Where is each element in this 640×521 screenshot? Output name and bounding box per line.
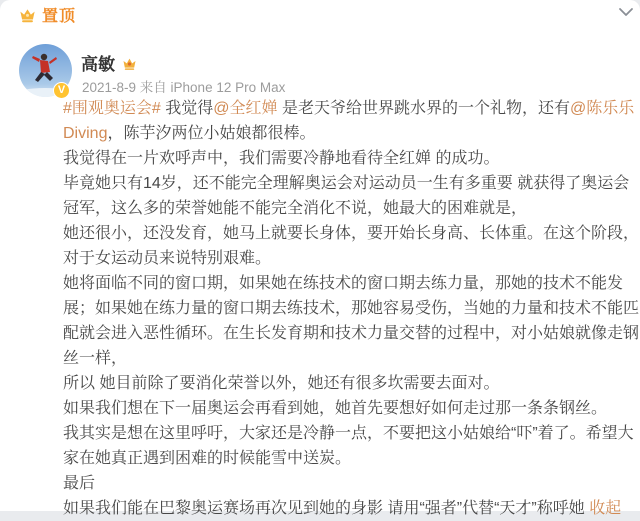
content-text: 对于女运动员来说特别艰难。 — [63, 250, 271, 267]
content-line — [63, 221, 640, 246]
content-line — [63, 421, 640, 446]
chevron-down-icon[interactable] — [616, 4, 636, 20]
content-line — [63, 396, 640, 421]
collapse-link[interactable]: 收起 — [589, 500, 621, 517]
author-name[interactable]: 高敏 — [81, 50, 115, 75]
mention-link[interactable]: @全红婵 — [213, 100, 282, 117]
pin-bar — [18, 3, 76, 26]
content-text: 所以 她目前除了要消化荣誉以外，她还有很多坎需要去面对。 — [63, 375, 499, 392]
topic-link[interactable]: #围观奥运会# — [63, 100, 161, 117]
content-line — [63, 371, 640, 396]
content-text: 我觉得 — [161, 100, 213, 117]
pin-label: 置顶 — [42, 3, 76, 26]
crown-icon — [18, 6, 37, 24]
content-line — [63, 346, 640, 371]
content-text: 是老天爷给世界跳水界的一个礼物，还有 — [282, 100, 570, 117]
content-text: 我其实是想在这里呼吁，大家还是冷静一点，不要把这小姑娘给“吓”着了。希望大 — [63, 425, 634, 442]
mention-link[interactable]: Diving — [63, 125, 107, 142]
content-text: 毕竟她只有14岁，还不能完全理解奥运会对运动员一生有多重要 就获得了奥运会 — [63, 175, 629, 192]
content-line — [63, 171, 640, 196]
content-line — [63, 121, 640, 146]
content-text: ，陈芋汐两位小姑娘都很棒。 — [107, 125, 315, 142]
content-line — [63, 296, 640, 321]
content-text: 最后 — [63, 475, 95, 492]
content-line — [63, 496, 640, 521]
content-text: 她将面临不同的窗口期，如果她在练技术的窗口期去练力量，那她的技术不能发 — [63, 275, 623, 292]
vip-crown-icon[interactable] — [121, 55, 138, 71]
content-text: 我觉得在一片欢呼声中，我们需要冷静地看待全红婵 的成功。 — [63, 150, 499, 167]
content-text: 配就会进入恶性循环。在生长发育期和技术力量交替的过程中，对小姑娘就像走钢 — [63, 325, 639, 342]
content-line — [63, 246, 640, 271]
content-text: 她还很小，还没发育，她马上就要长身体，要开始长身高、长体重。在这个阶段， — [63, 225, 639, 242]
content-line — [63, 471, 640, 496]
post-content — [63, 96, 640, 521]
content-text: 如果我们想在下一届奥运会再看到她，她首先要想好如何走过那一条条钢丝。 — [63, 400, 607, 417]
content-line — [63, 446, 640, 471]
content-line — [63, 321, 640, 346]
author-row — [81, 50, 138, 75]
mention-link[interactable]: @陈乐乐 — [570, 100, 634, 117]
content-text: 丝一样， — [63, 350, 127, 367]
content-line — [63, 196, 640, 221]
content-text: 展；如果她在练力量的窗口期去练技术，那她容易受伤，当她的力量和技术不能匹 — [63, 300, 639, 317]
content-text: 如果我们能在巴黎奥运赛场再次见到她的身影 请用“强者”代替“天才”称呼她 — [63, 500, 589, 517]
content-text: 家在她真正遇到困难的时候能雪中送炭。 — [63, 450, 351, 467]
content-line — [63, 96, 640, 121]
verified-v-badge-icon: V — [53, 82, 70, 99]
content-text: 冠军，这么多的荣誉她能不能完全消化不说，她最大的困难就是， — [63, 200, 527, 217]
post-meta: 2021-8-9 来自 iPhone 12 Pro Max — [82, 76, 285, 96]
content-line — [63, 271, 640, 296]
content-line — [63, 146, 640, 171]
